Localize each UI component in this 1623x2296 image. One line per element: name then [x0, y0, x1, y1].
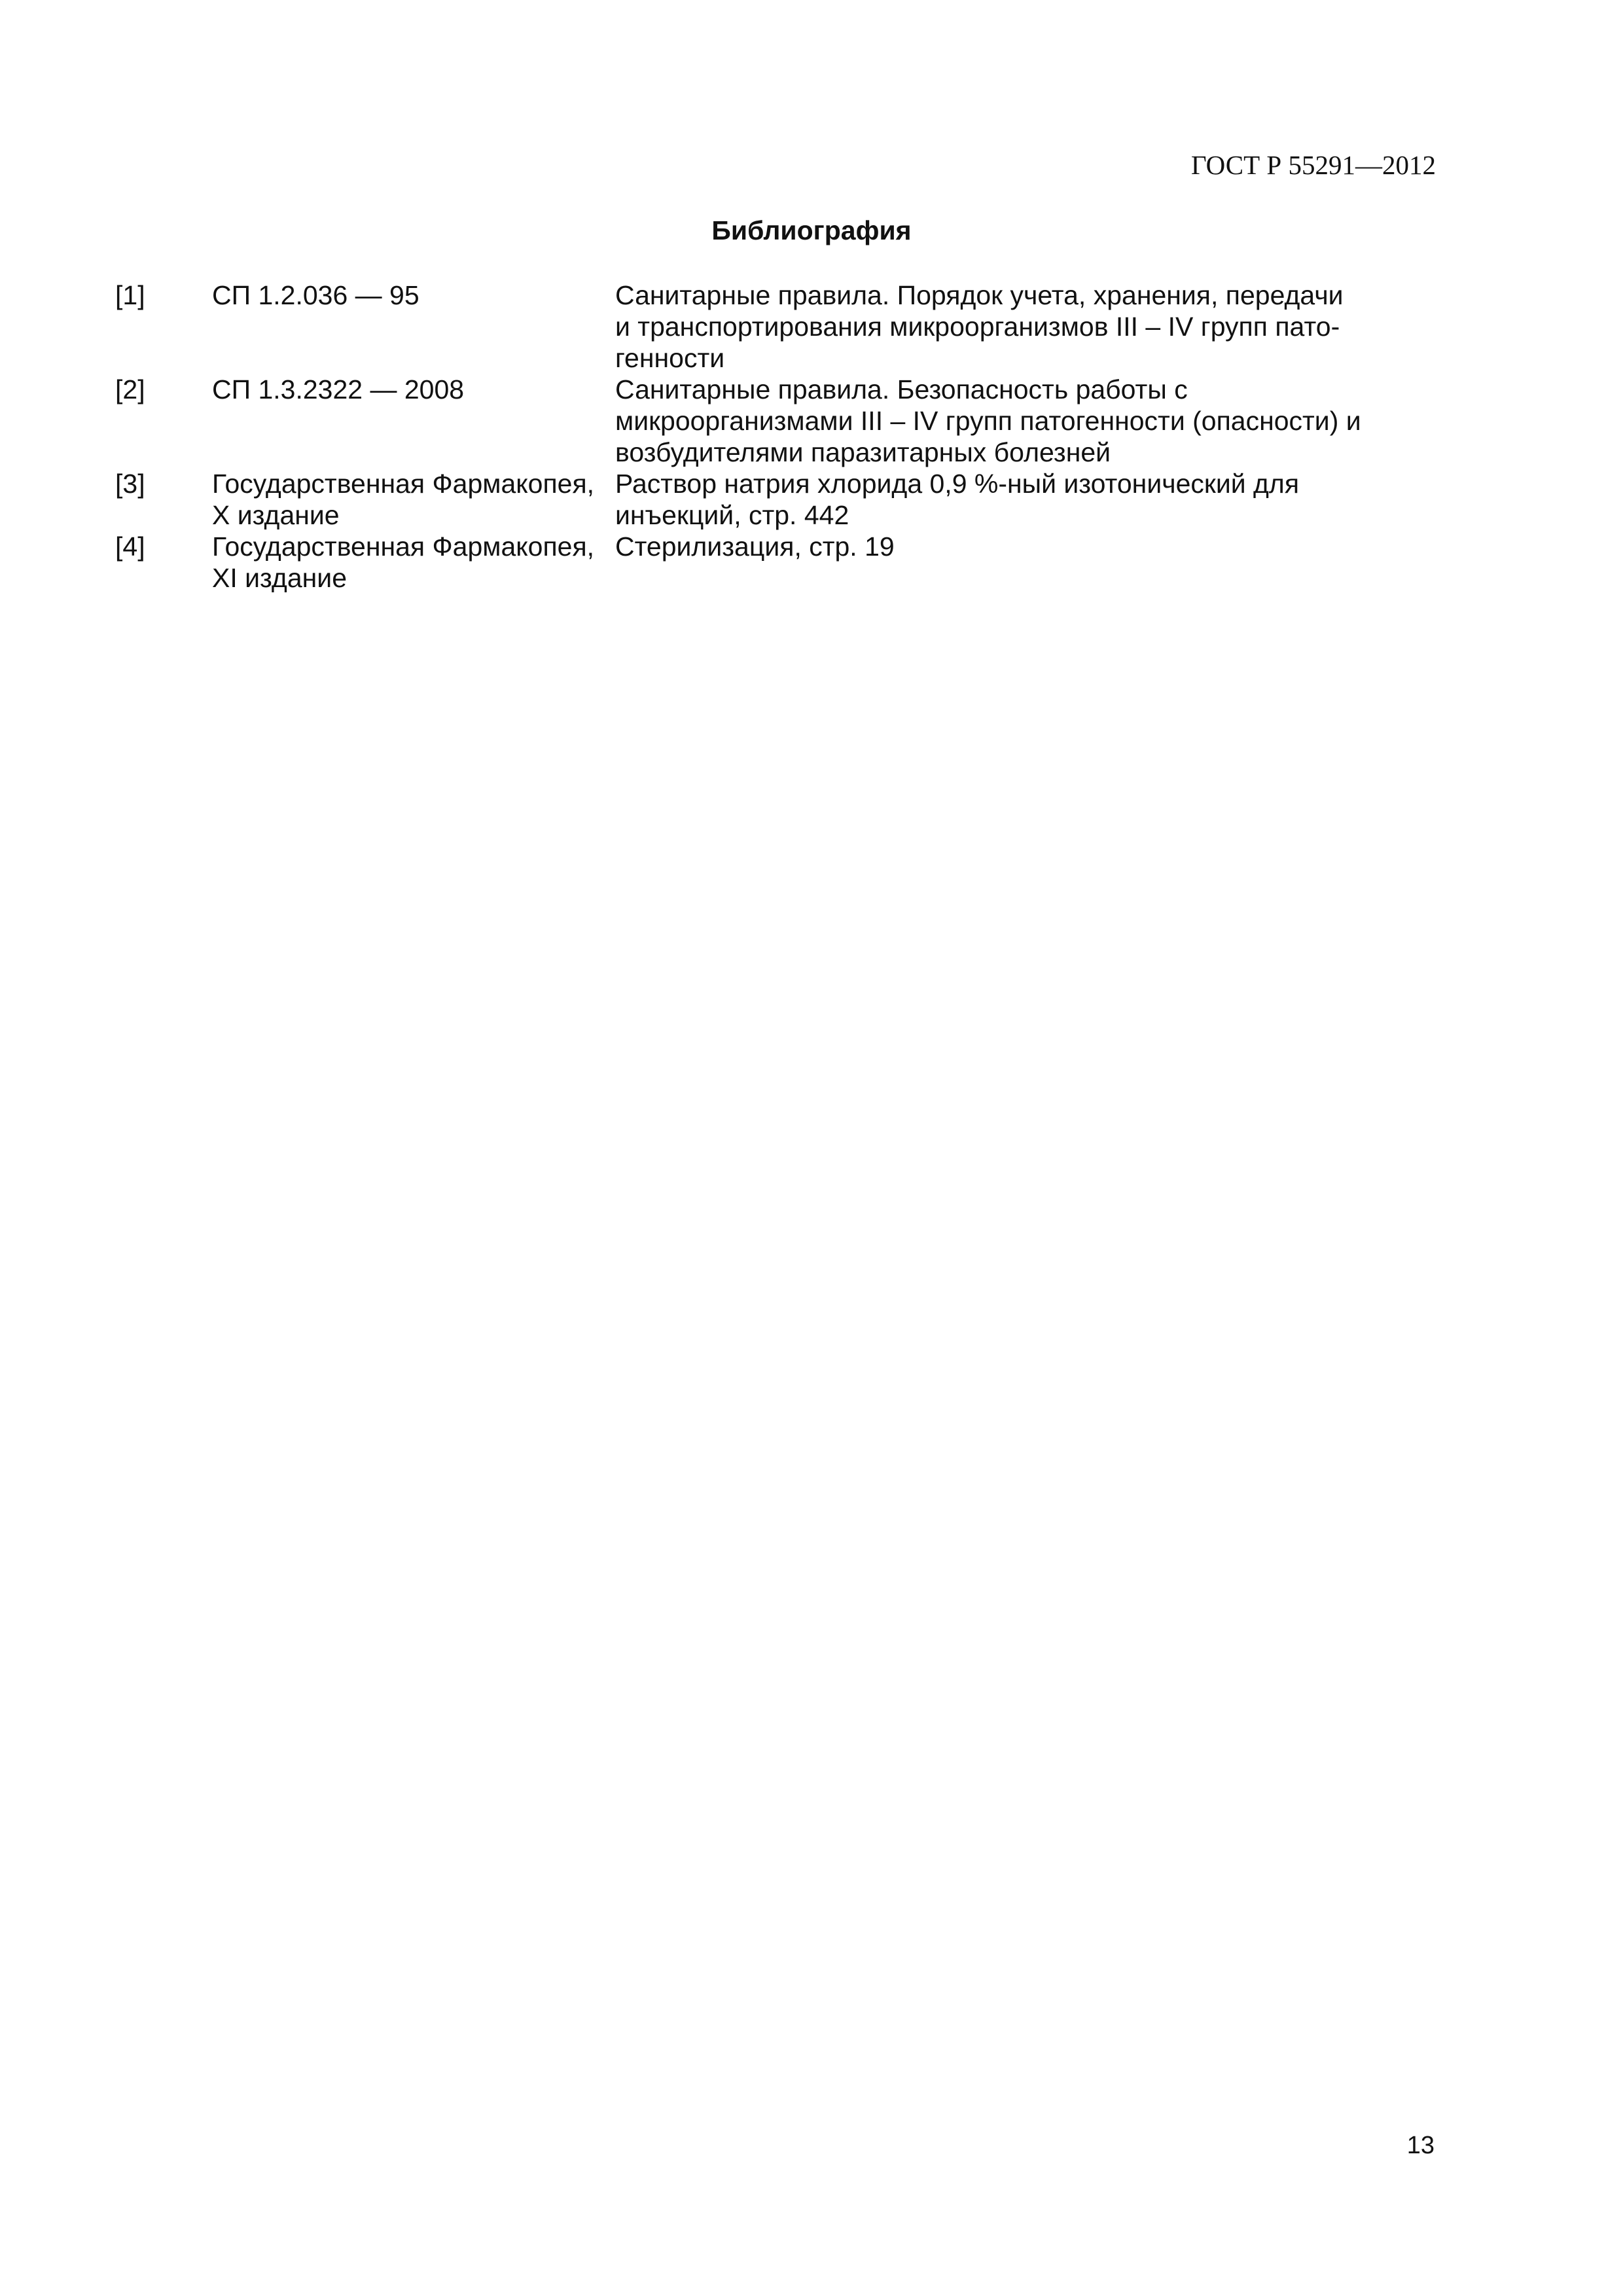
item-description	[615, 468, 1379, 531]
bibliography-item	[115, 374, 1424, 468]
item-description-line: Стерилизация, стр. 19	[615, 531, 895, 562]
item-description	[615, 374, 1379, 468]
item-description-line: Санитарные правила. Порядок учета, хранения, передачи	[615, 280, 1344, 310]
page-number: 13	[1406, 2132, 1435, 2159]
bibliography-item	[115, 279, 1424, 374]
bibliography-item	[115, 531, 1424, 594]
item-code-line: СП 1.2.036 — 95	[212, 280, 419, 310]
item-code	[212, 468, 615, 531]
item-code-line: СП 1.3.2322 — 2008	[212, 374, 465, 404]
page-title: Библиография	[711, 215, 912, 245]
bibliography-item	[115, 468, 1424, 531]
item-description-line: генности	[615, 343, 725, 373]
item-code	[212, 279, 615, 311]
item-description	[615, 279, 1379, 374]
item-description-line: и транспортирования микроорганизмов III – IV групп пато-	[615, 312, 1340, 342]
item-number: [1]	[115, 280, 145, 310]
item-description-line: Санитарные правила. Безопасность работы с	[615, 374, 1188, 404]
item-code	[212, 374, 615, 405]
item-code-line: Государственная Фармакопея,	[212, 531, 595, 562]
item-description-line: Раствор натрия хлорида 0,9 %-ный изотонический для	[615, 469, 1300, 499]
item-description-line: инъекций, стр. 442	[615, 500, 849, 530]
item-number: [3]	[115, 469, 145, 499]
item-code-line: Государственная Фармакопея,	[212, 469, 595, 499]
bibliography-list	[115, 279, 1424, 594]
item-description-line: возбудителями паразитарных болезней	[615, 437, 1111, 467]
item-code	[212, 531, 615, 594]
item-number: [4]	[115, 531, 145, 562]
item-description-line: микроорганизмами III – IV групп патогенности (опасности) и	[615, 406, 1361, 436]
item-code-line: XI издание	[212, 563, 348, 593]
item-code-line: X издание	[212, 500, 340, 530]
item-description	[615, 531, 1379, 562]
standard-code: ГОСТ Р 55291—2012	[1191, 150, 1436, 180]
item-number: [2]	[115, 374, 145, 404]
